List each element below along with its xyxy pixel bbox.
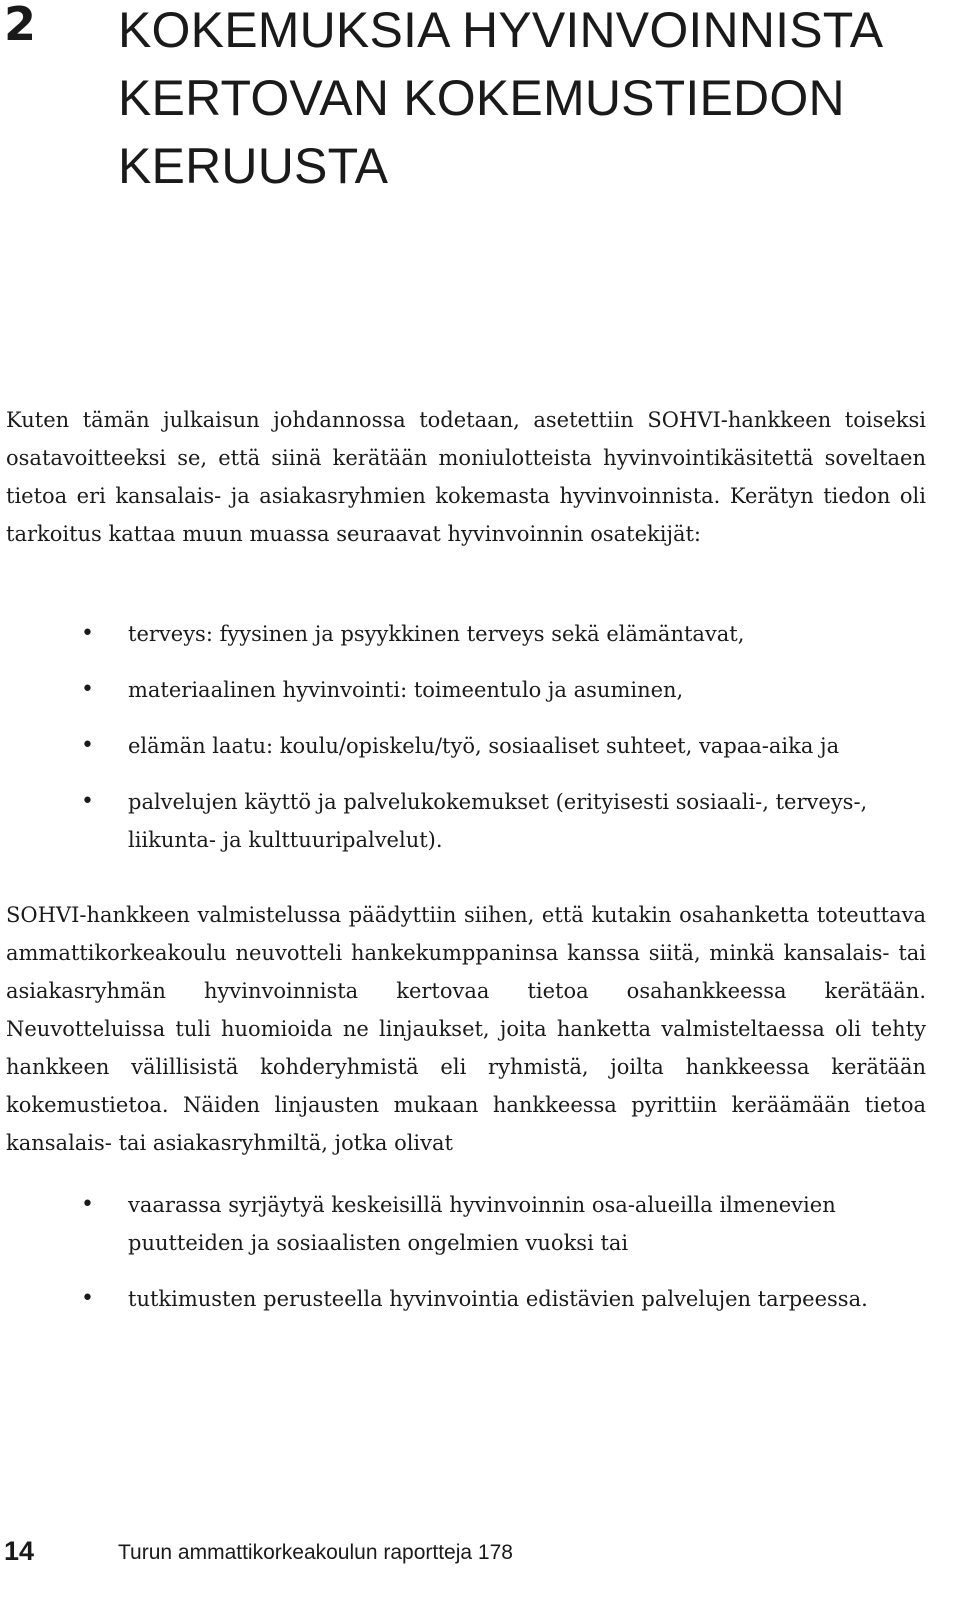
list-item-text: elämän laatu: koulu/opiskelu/työ, sosiaaliset suhteet, vapaa-aika ja [128,734,840,758]
bullet-icon: • [81,621,94,646]
bullet-icon: • [81,733,94,758]
list-item [0,727,930,765]
bullet-icon: • [81,1192,94,1217]
chapter-title-line: KOKEMUKSIA HYVINVOINNISTA [118,2,884,58]
list-item-text: vaarassa syrjäytyä keskeisillä hyvinvoinnin osa-alueilla ilmenevien puutteiden ja sosiaalisten ongelmien vuoksi tai [128,1193,836,1255]
list-item-text: terveys: fyysinen ja psyykkinen terveys sekä elämäntavat, [128,622,745,646]
chapter-title-line: KERTOVAN KOKEMUSTIEDON [118,70,845,126]
list-item [0,671,930,709]
chapter-number: 2 [4,0,37,51]
bullet-list-wellbeing-factors [0,615,930,877]
list-item [0,1280,930,1318]
body-paragraph: SOHVI-hankkeen valmistelussa päädyttiin siihen, että kutakin osahanketta toteuttava ammattikorkeakoulu neuvotteli hankekumppaninsa kanssa siitä, minkä kansalais- tai asiakasryhmän hyvinvoinnista kertovaa tietoa osahankkeessa kerätään. Neuvotteluissa tuli huomioida ne linjaukset, joita hanketta valmisteltaessa oli tehty hankkeen välillisistä kohderyhmistä eli ryhmistä, joilta hankkeessa kerätään kokemustietoa. Näiden linjausten mukaan hankkeessa pyrittiin keräämään tietoa kansalais- tai asiakasryhmiltä, jotka olivat [6,903,926,1155]
series-title: Turun ammattikorkeakoulun raportteja 178 [118,1541,513,1564]
chapter-title [118,0,948,200]
bullet-list-target-groups [0,1186,930,1336]
bullet-icon: • [81,1286,94,1311]
list-item-text: palvelujen käyttö ja palvelukokemukset (erityisesti sosiaali-, terveys-, liikunta- ja kulttuuripalvelut). [128,790,868,852]
list-item-text: tutkimusten perusteella hyvinvointia edistävien palvelujen tarpeessa. [128,1287,868,1311]
chapter-title-line: KERUUSTA [118,138,389,194]
page-number: 14 [4,1536,35,1566]
list-item [0,783,930,859]
body-paragraph: Kuten tämän julkaisun johdannossa todetaan, asetettiin SOHVI-hankkeen toiseksi osatavoitteeksi se, että siinä kerätään moniulotteista hyvinvointikäsitettä soveltaen tietoa eri kansalais- ja asiakasryhmien kokemasta hyvinvoinnista. Kerätyn tiedon oli tarkoitus kattaa muun muassa seuraavat hyvinvoinnin osatekijät: [6,408,926,546]
list-item [0,615,930,653]
bullet-icon: • [81,677,94,702]
bullet-icon: • [81,789,94,814]
list-item-text: materiaalinen hyvinvointi: toimeentulo ja asuminen, [128,678,684,702]
list-item [0,1186,930,1262]
